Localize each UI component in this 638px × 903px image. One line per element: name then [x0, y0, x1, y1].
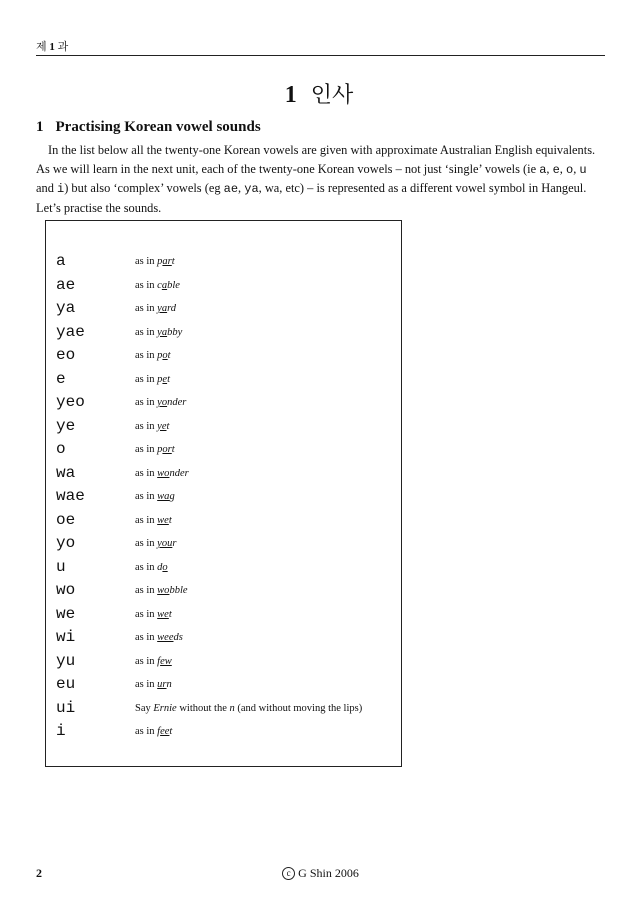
running-head-prefix: 제 — [36, 41, 47, 53]
chapter-korean-title: 인사 — [310, 83, 354, 108]
vowel-romanization: u — [56, 557, 66, 576]
vowel-sound-highlight: wo — [157, 467, 170, 479]
chapter-number: 1 — [284, 82, 297, 108]
vowel-row — [56, 440, 401, 463]
vowel-romanization: yeo — [56, 393, 85, 411]
vowel-gloss — [135, 256, 175, 267]
example-vowel: a — [539, 162, 547, 177]
example-word — [157, 280, 180, 291]
vowel-gloss — [135, 656, 172, 667]
intro-sep: , — [573, 161, 580, 176]
vowel-row — [56, 722, 401, 745]
vowel-romanization: wae — [56, 487, 85, 505]
copyright — [36, 866, 605, 881]
vowel-row — [56, 346, 401, 369]
vowel-row — [56, 393, 401, 416]
example-word — [157, 585, 187, 596]
vowel-list-box — [45, 220, 402, 767]
vowel-romanization: yo — [56, 534, 76, 552]
word-part: t — [167, 350, 171, 361]
vowel-row — [56, 581, 401, 604]
intro-sep: , — [559, 161, 566, 176]
word-part: p — [157, 444, 163, 455]
chapter-title — [0, 78, 638, 109]
word-part: c — [157, 279, 162, 291]
example-vowel: o — [566, 162, 574, 177]
gloss-prefix: as in — [135, 397, 158, 408]
vowel-sound-highlight: o — [162, 350, 168, 361]
running-head-suffix: 과 — [57, 41, 69, 53]
gloss-prefix: as in — [135, 373, 158, 385]
word-part: f — [157, 726, 161, 737]
intro-sep: , — [238, 181, 245, 196]
word-part: t — [171, 444, 175, 455]
vowel-romanization: ye — [56, 416, 76, 435]
example-word — [157, 656, 172, 667]
vowel-sound-highlight: or — [162, 444, 172, 455]
intro-text-2: ) but also ‘complex’ vowels (eg — [64, 181, 224, 196]
vowel-gloss — [135, 491, 175, 502]
vowel-gloss — [135, 327, 182, 338]
example-word — [157, 303, 176, 314]
word-part: bby — [167, 326, 183, 338]
vowel-romanization: o — [56, 440, 66, 458]
word-part: d — [157, 561, 163, 573]
example-word — [157, 726, 172, 737]
gloss-prefix: as in — [135, 632, 158, 643]
vowel-row — [56, 699, 401, 722]
vowel-sound-highlight: ee — [160, 726, 170, 737]
vowel-row — [56, 417, 401, 440]
vowel-row — [56, 558, 401, 581]
example-word — [157, 397, 186, 408]
vowel-gloss — [135, 421, 169, 432]
running-head-number: 1 — [49, 41, 55, 53]
vowel-gloss — [135, 444, 175, 455]
vowel-romanization: wo — [56, 581, 76, 599]
vowel-gloss — [135, 280, 180, 291]
example-word — [157, 256, 175, 267]
vowel-gloss — [135, 303, 176, 314]
vowel-sound-highlight: ya — [157, 326, 168, 338]
copyright-icon: c — [282, 867, 295, 880]
gloss-prefix: as in — [135, 726, 158, 737]
vowel-romanization: oe — [56, 510, 76, 529]
vowel-gloss — [135, 350, 171, 361]
vowel-row — [56, 628, 401, 651]
example-word — [157, 350, 170, 361]
copyright-text: G Shin 2006 — [298, 866, 359, 880]
gloss-prefix: as in — [135, 585, 158, 596]
example-word — [157, 538, 176, 549]
section-heading — [36, 119, 261, 136]
vowel-sound-highlight: we — [157, 608, 169, 620]
vowel-romanization: wa — [56, 463, 76, 482]
vowel-romanization: ae — [56, 275, 76, 294]
vowel-row — [56, 675, 401, 698]
vowel-row — [56, 323, 401, 346]
vowel-gloss — [135, 515, 172, 526]
vowel-gloss — [135, 538, 176, 549]
example-word — [157, 515, 172, 526]
vowel-sound-highlight: ya — [157, 303, 168, 314]
vowel-row — [56, 370, 401, 393]
vowel-sound-highlight: we — [157, 514, 169, 526]
intro-paragraph — [36, 141, 605, 217]
vowel-romanization: wi — [56, 628, 76, 646]
gloss-prefix: as in — [135, 467, 158, 479]
vowel-row — [56, 511, 401, 534]
gloss-prefix: as in — [135, 608, 158, 620]
vowel-sound-highlight: e — [162, 373, 168, 385]
section-number: 1 — [36, 119, 44, 135]
word-part: Ernie — [153, 702, 177, 714]
example-word — [157, 632, 183, 643]
gloss-prefix: as in — [135, 561, 158, 573]
word-part: bble — [169, 585, 188, 596]
gloss-prefix: as in — [135, 303, 158, 314]
word-part: rd — [167, 303, 177, 314]
word-part: t — [169, 726, 173, 737]
gloss-prefix: as in — [135, 444, 158, 455]
vowel-row — [56, 464, 401, 487]
vowel-romanization: i — [56, 722, 66, 740]
italic-letter: n — [229, 702, 235, 714]
example-vowel: ae — [223, 182, 239, 197]
vowel-romanization: ui — [56, 698, 76, 717]
vowel-sound-highlight: ye — [157, 420, 167, 432]
word-part: g — [169, 491, 175, 502]
word-part: t — [168, 514, 172, 526]
vowel-sound-highlight: o — [162, 561, 168, 573]
vowel-row — [56, 299, 401, 322]
vowel-gloss — [135, 468, 189, 479]
example-word — [157, 327, 182, 338]
example-word — [157, 421, 169, 432]
vowel-gloss — [135, 609, 172, 620]
gloss-prefix: as in — [135, 326, 158, 338]
header-rule — [36, 55, 605, 56]
word-part: nder — [167, 397, 187, 408]
intro-and: and — [36, 181, 57, 196]
vowel-romanization: ya — [56, 299, 76, 317]
word-part: n — [166, 679, 172, 690]
gloss-prefix: as in — [135, 655, 158, 667]
page-number: 2 — [36, 866, 42, 880]
example-word — [157, 468, 189, 479]
word-part: t — [171, 256, 175, 267]
intro-sep: , — [546, 161, 553, 176]
word-part: r — [172, 538, 177, 549]
intro-text-3: , wa, etc) – is represented as a different vowel symbol in Hangeul. Let’s practise the sounds. — [36, 181, 587, 215]
vowel-romanization: yu — [56, 651, 76, 670]
word-part: t — [167, 373, 171, 385]
vowel-row — [56, 534, 401, 557]
word-part: ds — [173, 632, 183, 643]
vowel-sound-highlight: wa — [157, 491, 170, 502]
gloss-prefix: Say — [135, 702, 154, 714]
example-vowel: u — [579, 162, 587, 177]
vowel-romanization: eo — [56, 346, 76, 364]
gloss-prefix: as in — [135, 279, 158, 291]
gloss-suffix: without the — [176, 702, 230, 714]
vowel-gloss — [135, 703, 362, 714]
vowel-gloss — [135, 562, 168, 573]
example-vowel: ya — [244, 182, 259, 197]
vowel-row — [56, 252, 401, 275]
example-word — [157, 491, 175, 502]
vowel-gloss — [135, 632, 183, 643]
word-part: p — [157, 373, 163, 385]
vowel-romanization: we — [56, 604, 76, 623]
example-word — [157, 562, 168, 573]
vowel-row — [56, 276, 401, 299]
vowel-gloss — [135, 374, 170, 385]
vowel-sound-highlight: wo — [157, 585, 170, 596]
gloss-prefix: as in — [135, 256, 158, 267]
intro-text-1: In the list below all the twenty-one Korean vowels are given with approximate Australian English equivalents. As we will learn in the next unit, each of the twenty-one Korean vowels – not just ‘single’ vowels (ie — [36, 143, 596, 176]
vowel-gloss — [135, 585, 188, 596]
vowel-sound-highlight: a — [161, 279, 168, 291]
vowel-sound-highlight: wee — [157, 632, 174, 643]
section-title: Practising Korean vowel sounds — [55, 119, 261, 135]
word-part: f — [157, 655, 161, 667]
word-part: nder — [169, 467, 189, 479]
vowel-romanization: e — [56, 369, 66, 388]
word-part: p — [157, 350, 163, 361]
vowel-sound-highlight: ew — [160, 655, 172, 667]
vowel-gloss — [135, 397, 186, 408]
gloss-prefix: as in — [135, 679, 158, 690]
example-word — [157, 374, 170, 385]
example-word — [157, 679, 172, 690]
vowel-gloss — [135, 679, 172, 690]
word-part: p — [157, 256, 163, 267]
example-word — [157, 444, 175, 455]
vowel-sound-highlight: yo — [157, 397, 168, 408]
vowel-gloss — [135, 726, 172, 737]
vowel-sound-highlight: you — [157, 538, 173, 549]
word-part: t — [166, 420, 170, 432]
example-vowel: e — [552, 162, 560, 177]
vowel-sound-highlight: ar — [162, 256, 172, 267]
vowel-row — [56, 652, 401, 675]
word-part: ble — [167, 279, 180, 291]
gloss-prefix: as in — [135, 491, 158, 502]
gloss-prefix: as in — [135, 514, 158, 526]
vowel-romanization: a — [56, 252, 66, 270]
gloss-prefix: as in — [135, 350, 158, 361]
vowel-row — [56, 605, 401, 628]
vowel-romanization: yae — [56, 322, 85, 341]
vowel-romanization: eu — [56, 675, 76, 693]
gloss-suffix: (and without moving the lips) — [234, 702, 363, 714]
vowel-row — [56, 487, 401, 510]
example-vowel: i — [57, 182, 65, 197]
gloss-prefix: as in — [135, 420, 158, 432]
gloss-prefix: as in — [135, 538, 158, 549]
word-part: t — [168, 608, 172, 620]
example-word — [157, 609, 172, 620]
example-word — [153, 703, 176, 714]
running-head — [36, 38, 68, 54]
vowel-sound-highlight: ur — [157, 679, 167, 690]
